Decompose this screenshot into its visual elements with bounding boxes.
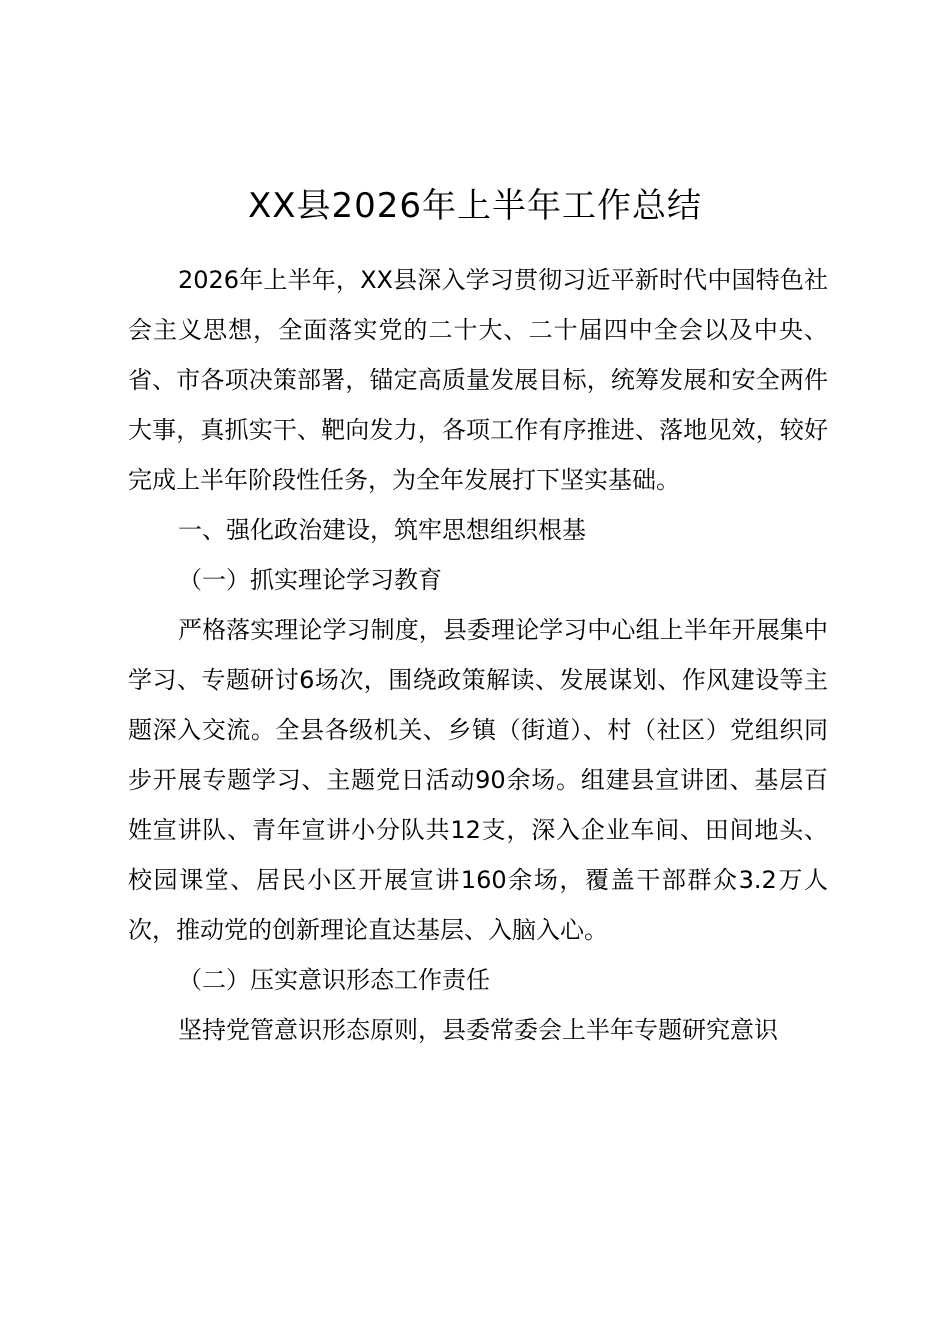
document-title: XX县2026年上半年工作总结 — [247, 186, 703, 226]
subsection-1-paragraph: 严格落实理论学习制度，县委理论学习中心组上半年开展集中学习、专题研讨6场次，围绕政策解读、发展谋划、作风建设等主题深入交流。全县各级机关、乡镇（街道）、村（社区）党组织同步开展专题学习、主题党日活动90余场。组建县宣讲团、基层百姓宣讲队、青年宣讲小分队共12支，深入企业车间、田间地头、校园课堂、居民小区开展宣讲160余场，覆盖干部群众3.2万人次，推动党的创新理论直达基层、入脑入心。 — [128, 616, 828, 944]
subsection-2-paragraph: 坚持党管意识形态原则，县委常委会上半年专题研究意识 — [178, 1016, 778, 1044]
intro-paragraph: 2026年上半年，XX县深入学习贯彻习近平新时代中国特色社会主义思想，全面落实党的二十大、二十届四中全会以及中央、省、市各项决策部署，锚定高质量发展目标，统筹发展和安全两件大事，真抓实干、靶向发力，各项工作有序推进、落地见效，较好完成上半年阶段性任务，为全年发展打下坚实基础。 — [128, 266, 828, 494]
subsection-2-heading: （二）压实意识形态工作责任 — [178, 966, 490, 994]
document-body — [128, 255, 828, 1055]
section-1-heading: 一、强化政治建设，筑牢思想组织根基 — [178, 516, 586, 544]
subsection-1-heading: （一）抓实理论学习教育 — [178, 566, 442, 594]
